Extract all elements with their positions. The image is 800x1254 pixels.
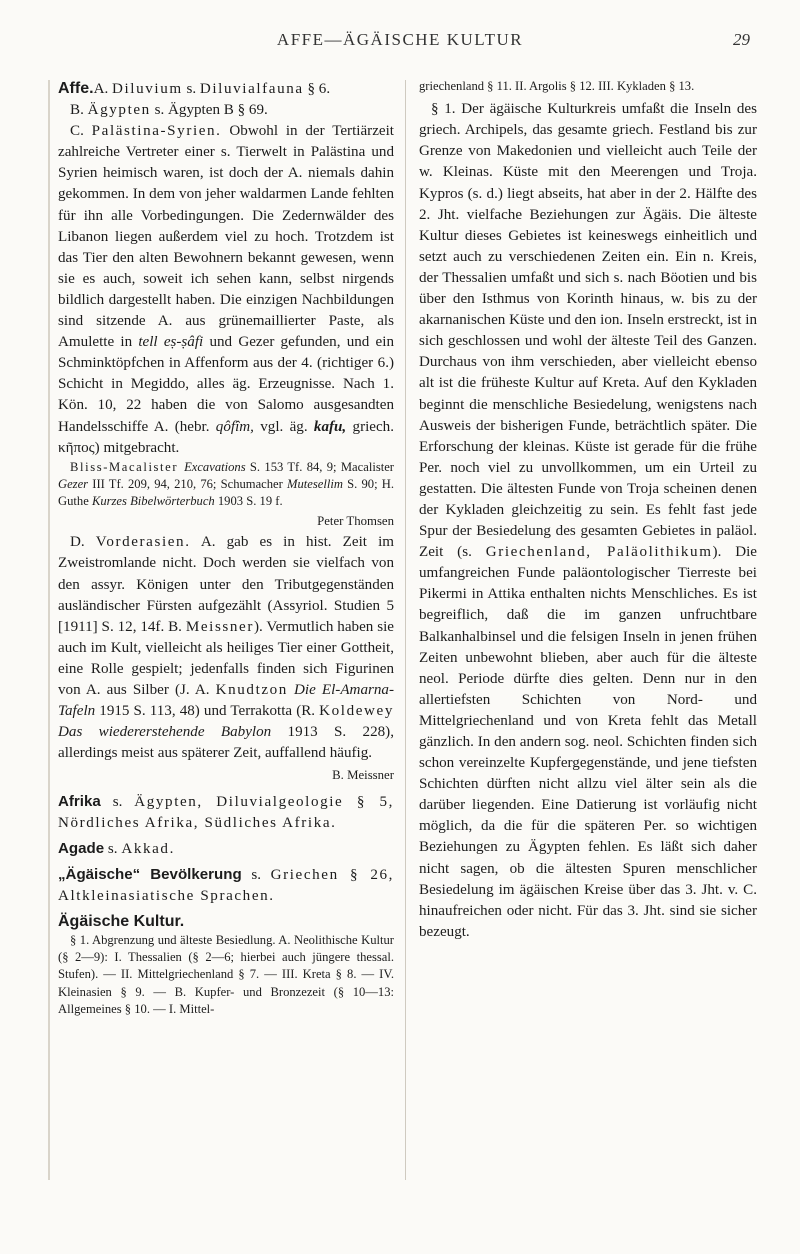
lemma-afrika: Afrika: [58, 792, 101, 810]
lemma-affe: Affe.: [58, 80, 94, 97]
page-header: [0, 30, 800, 56]
page-number: 29: [733, 30, 750, 49]
entry-affe-d: D. Vorderasien. A. gab es in hist. Zeit im Zweistromlande nicht. Doch werden sie vielfach von den assyr. Königen unter den Tributgegenständen ausländischer Fürsten aufgezählt (Assyriol. Studien 5 [1911] S. 12, 14f. B. Meissner). Vermutlich haben sie auch im Kult, vielleicht als heiliges Tier einer Gottheit, eine Rolle gespielt; jedenfalls finden sich Figurinen von A. aus Silber (J. A. Knudtzon Die El-Amarna-Tafeln 1915 S. 113, 48) und Terrakotta (R. Koldewey Das wiedererstehende Babylon 1913 S. 228), allerdings meist aus späterer Zeit, auffallend häufig.: [58, 534, 395, 762]
author-signature: Peter Thomsen: [317, 514, 394, 529]
bibliography-affe-c: Bliss-Macalister Excavations S. 153 Tf. 84, 9; Macalister Gezer III Tf. 209, 94, 210, 76; Schumacher Mutesellim S. 90; H. Guthe Kurzes Bibelwörterbuch 1903 S. 19 f.: [58, 459, 395, 509]
entry-agade: Agade s. Akkad.: [58, 839, 175, 857]
lemma-aegaeische-kultur: Ägäische Kultur.: [58, 912, 185, 930]
running-head: AFFE—ÄGÄISCHE KULTUR: [276, 30, 524, 49]
section-1-paragraph: § 1. Der ägäische Kulturkreis umfaßt die Inseln des griech. Archipels, das gesamte griech. Festland bis zur Grenze von Makedonien und vielleicht auch Teile der w. Kleinas. Küste mit den Meerengen und Troja. Kypros (s. d.) liegt abseits, hat aber in der 2. Hälfte des 2. Jht. vielfache Beziehungen zur Ägäis. Die älteste Kultur dieses Gebietes ist keineswegs einheitlich und setzt auch zu verschiedenen Zeiten ein. Ein n. Kreis, der Thessalien umfaßt und sich s. nach Böotien und bis über den Isthmus von Korinth hinaus, w. bis zu der akarnanischen Küste und den ion. Inseln erstreckt, ist in sich geschlossen und wohl der älteste Teil des Ganzen. Durchaus von ihm verschieden, aber vielleicht ebenso alt ist die früheste Kultur auf Kreta. Auf den Kykladen beginnt die menschliche Besiedelung, wenigstens nach Ausweis der bisherigen Funde, beträchtlich später. Die Erforschung der kleinas. Küste ist gerade für die frühe Per. noch viel zu unvollkommen, um ein Urteil zu gestatten. Die ältesten Funde von Troja scheinen denen der Kykladen gleichzeitig zu sein. Es fehlt fast jede Spur der Besiedelung des gesamten Gebietes in paläol. Zeit (s. Griechenland, Paläolithikum). Die umfangreichen Funde paläontologischer Tierreste bei Pikermi in Attika enthalten nichts Menschliches. Es ist begreiflich, daß die im ganzen unfruchtbare Balkanhalbinsel und die felsigen Inseln in jenen frühen Zeiten unbewohnt blieben, aber auch für die älteste neol. Periode dürfte dies gelten. Denn nur in den allertiefsten Schichten von Nord- und Mittelgriechenland und von Kreta fehlt das Metall gänzlich. In den andern sog. neol. Schichten finden sich schon vereinzelte Kupfergegenstände, und jene tiefsten Schichten dürften nicht allzu viel älter sein als die darüber liegenden. Eine Datierung ist vorläufig nicht möglich, da die für die späteren Per. so wichtigen Beziehungen zu Ägypten fehlen. Es läßt sich daher nicht sagen, ob die ältesten Spuren menschlicher Besiedelung im ägäischen Kreise über das 3. Jht. v. C. hinaufreichen oder nicht. Für das 3. Jht. sind sie sicher bezeugt.: [419, 101, 758, 940]
table-of-contents-continued: griechenland § 11. II. Argolis § 12. III. Kykladen § 13.: [419, 79, 695, 93]
entry-affe-b: B. Ägypten s. Ägypten B § 69.: [70, 102, 268, 119]
lemma-aegaeische-bevoelkerung: „Ägäische“ Bevölkerung: [58, 865, 242, 883]
left-column: [58, 78, 394, 1018]
lemma-agade: Agade: [58, 839, 105, 857]
entry-affe-c: C. Palästina-Syrien. Obwohl in der Tertiärzeit zahlreiche Vertreter einer s. Tierwelt in Palästina und Syrien heimisch waren, ist doch der A. niemals dahin gekommen. In dem von jeher waldarmen Lande fehlten für ihn alle Vorbedingungen. Die Zedernwälder des Libanon liegen außerdem viel zu hoch. Trotzdem ist das Tier den alten Bewohnern bekannt gewesen, wenn sie es auch, soweit ich sehen kann, selbst nirgends bildlich dargestellt haben. Die einzigen Nachbildungen sind sitzende A. aus grünemaillierter Paste, als Amulette in tell eṣ-ṣâfi und Gezer gefunden, und ein Schminktöpfchen in Affenform aus der 4. (richtiger 6.) Schicht in Megiddo, alles äg. Erzeugnisse. Nach 1. Kön. 10, 22 haben die von Salomo ausgesandten Handelsschiffe A. (hebr. qôfîm, vgl. äg. kafu, griech. κῆπος) mitgebracht.: [58, 123, 395, 456]
table-of-contents: § 1. Abgrenzung und älteste Besiedlung. A. Neolithische Kultur (§ 2—9): I. Thessalien (§ 2—6; hierbei auch jüngere thessal. Stufen). — II. Mittelgriechenland § 7. — III. Kreta § 8. — IV. Kleinasien § 9. — B. Kupfer- und Bronzezeit (§ 10—13: Allgemeines § 10. — I. Mittel-: [58, 933, 394, 1016]
author-signature: B. Meissner: [332, 768, 394, 783]
page-edge-shadow: [48, 80, 50, 1180]
entry-afrika: Afrika s. Ägypten, Diluvialgeologie § 5, Nördliches Afrika, Südliches Afrika.: [58, 792, 394, 831]
entry-affe-a: Affe.A. Diluvium s. Diluvialfauna § 6.: [58, 80, 331, 97]
column-gutter: [405, 80, 406, 1180]
entry-aegaeische-bevoelkerung: „Ägäische“ Bevölkerung s. Griechen § 26, Altkleinasiatische Sprachen.: [58, 865, 394, 904]
right-column: [419, 78, 757, 943]
